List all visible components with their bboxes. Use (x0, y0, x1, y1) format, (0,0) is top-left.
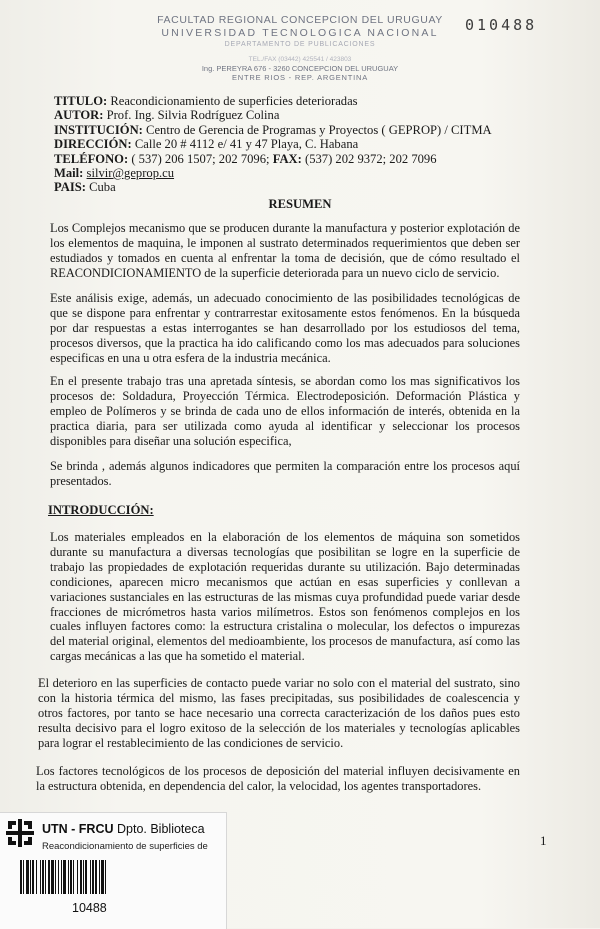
barcode-bar (95, 860, 97, 894)
barcode-bar (83, 860, 84, 894)
barcode-bar (101, 860, 104, 894)
barcode-icon (20, 860, 180, 894)
meta-label: PAIS: (54, 180, 86, 195)
resumen-paragraph: Este análisis exige, además, un adecuado conocimiento de las posibilidades tecnológicas de que se dispone para enfrentar y contrarrestar exitosamente estos fenómenos. En la búsqueda por dar respuestas a estas interrogantes se han desarrollado por los estudiosos del tema, procesos diversos, que la practica ha ido calificando como los mas adecuados para soluciones especificas en una u otra esfera de la industria mecánica. (50, 291, 520, 365)
barcode-bar (63, 860, 66, 894)
stamp-line: DEPARTAMENTO DE PUBLICACIONES (224, 41, 376, 48)
barcode-bar (77, 860, 78, 894)
library-label-subtitle: Reacondicionamiento de superficies de (42, 841, 208, 852)
resumen-paragraph: Los Complejos mecanismo que se producen durante la manufactura y posterior explotación de los elementos de maquina, le imponen al sustrato determinados requerimientos que deben ser estudiados y tomados en cuenta al enfrentar la toma de decisión, que de cómo resultado el REACONDICIONAMIENTO de la superficie deteriorada para un nuevo ciclo de servicio. (50, 221, 520, 280)
library-label-title-bold: UTN - FRCU (42, 822, 114, 836)
meta-label: AUTOR: (54, 108, 104, 123)
barcode-bar (23, 860, 24, 894)
stamp-line: Ing. PEREYRA 676 - 3260 CONCEPCION DEL URUGUAY (201, 64, 399, 73)
meta-label: INSTITUCIÓN: (54, 122, 143, 137)
resumen-paragraph: Se brinda , además algunos indicadores que permiten la comparación entre los procesos aquí presentados. (50, 459, 520, 488)
meta-autor (54, 108, 492, 122)
introduccion-paragraph: Los materiales empleados en la elaboración de los elementos de máquina son sometidos durante su manufactura a diversas tecnologías que posibilitan se logre en la superficie de trabajo las propiedades de explotación requeridas durante su utilización. Bajo determinadas condiciones, aparecen micro mecanismos que actúan en esas superficies y conllevan a variaciones sustanciales en las estructuras de las mismas cuya profundidad puede variar desde fracciones de micrómetros hasta varios milímetros. Estos son fenómenos complejos en los cuales influyen factores como: la estructura cristalina o molecular, los defectos o impurezas del material original, elementos del medioambiente, los procesos de manufactura, así como las cargas mecánicas a las que ha sometido el material. (50, 530, 520, 664)
meta-value: Calle 20 # 4112 e/ 41 y 47 Playa, C. Habana (134, 137, 359, 152)
meta-value: Prof. Ing. Silvia Rodríguez Colina (106, 108, 280, 123)
introduccion-heading: INTRODUCCIÓN: (48, 503, 154, 517)
meta-pais (54, 180, 492, 194)
library-label-title-rest: Dpto. Biblioteca (117, 822, 205, 836)
barcode-bar (73, 860, 74, 894)
barcode-bar (58, 860, 59, 894)
stamp-line: UNIVERSIDAD TECNOLOGICA NACIONAL (161, 27, 439, 39)
resumen-paragraph: En el presente trabajo tras una apretada síntesis, se abordan como los mas significativos los procesos de: Soldadura, Proyección Térmica. Electrodeposición. Deformación Plástica y empleo de Polímeros y se brinda de cada uno de ellos información de interés, obtenida en la practica diaria, para ser utilizada como ayuda al identificar y seleccionar los procesos disponibles para diseñar una solución especifica, (50, 374, 520, 448)
resumen-heading: RESUMEN (268, 197, 332, 211)
meta-label: TITULO: (54, 94, 108, 108)
meta-value: Cuba (89, 180, 116, 195)
page-number: 1 (540, 833, 547, 848)
stamp-line: FACULTAD REGIONAL CONCEPCION DEL URUGUAY (157, 14, 443, 26)
barcode-bar (85, 860, 87, 894)
document-metadata (54, 94, 492, 195)
barcode-bar (70, 860, 72, 894)
barcode-bar (90, 860, 91, 894)
mail-link[interactable]: silvir@geprop.cu (86, 166, 175, 181)
barcode-bar (55, 860, 56, 894)
library-label-title (42, 822, 205, 836)
library-label-number: 10488 (72, 901, 107, 915)
stamp-line: TEL./FAX (03442) 425541 / 423803 (248, 56, 352, 63)
meta-telefono (54, 152, 492, 166)
introduccion-paragraph: El deterioro en las superficies de contacto puede variar no solo con el material del sustrato, sino con la historia térmica del mismo, las fases precipitadas, sus posibilidades de coalescencia y otros factores, por tanto se hace necesario una correcta caracterización de los daños pues esto resulta decisivo para el logro exitoso de la selección de los materiales y tecnologías aplicables para lograr el restablecimiento de las condiciones de servicio. (38, 676, 520, 750)
barcode-bar (48, 860, 50, 894)
meta-value: ( 537) 206 1507; 202 7096; (131, 151, 270, 166)
barcode-bar (42, 860, 44, 894)
meta-value: Centro de Gerencia de Programas y Proyectos ( GEPROP) / CITMA (146, 122, 492, 137)
barcode-bar (92, 860, 94, 894)
barcode-bar (68, 860, 69, 894)
barcode-bar (36, 860, 37, 894)
meta-direccion (54, 137, 492, 151)
barcode-bar (99, 860, 100, 894)
barcode-bar (26, 860, 29, 894)
stamp-line: ENTRE RIOS - REP. ARGENTINA (231, 73, 369, 82)
barcode-bar (51, 860, 54, 894)
barcode-bar (80, 860, 82, 894)
institution-stamp (150, 14, 450, 82)
barcode-bar (61, 860, 62, 894)
meta-label: DIRECCIÓN: (54, 137, 132, 152)
meta-mail (54, 166, 492, 180)
meta-titulo (54, 94, 492, 108)
barcode-bar (105, 860, 106, 894)
meta-institucion (54, 123, 492, 137)
introduccion-paragraph: Los factores tecnológicos de los procesos de deposición del material influyen decisivamente en la estructura obtenida, en dependencia del calor, la velocidad, los agentes transportadores. (36, 764, 520, 793)
utn-logo-icon (6, 819, 34, 847)
folio-number: 010488 (465, 16, 538, 34)
barcode-bar (40, 860, 41, 894)
meta-label: TELÉFONO: (54, 151, 129, 166)
library-label (0, 812, 227, 929)
barcode-bar (30, 860, 31, 894)
meta-label: FAX: (272, 151, 302, 166)
barcode-bar (20, 860, 22, 894)
barcode-bar (32, 860, 34, 894)
meta-label: Mail: (54, 166, 84, 181)
barcode-bar (45, 860, 46, 894)
meta-value: Reacondicionamiento de superficies deterioradas (110, 94, 358, 108)
meta-value: (537) 202 9372; 202 7096 (305, 151, 437, 166)
